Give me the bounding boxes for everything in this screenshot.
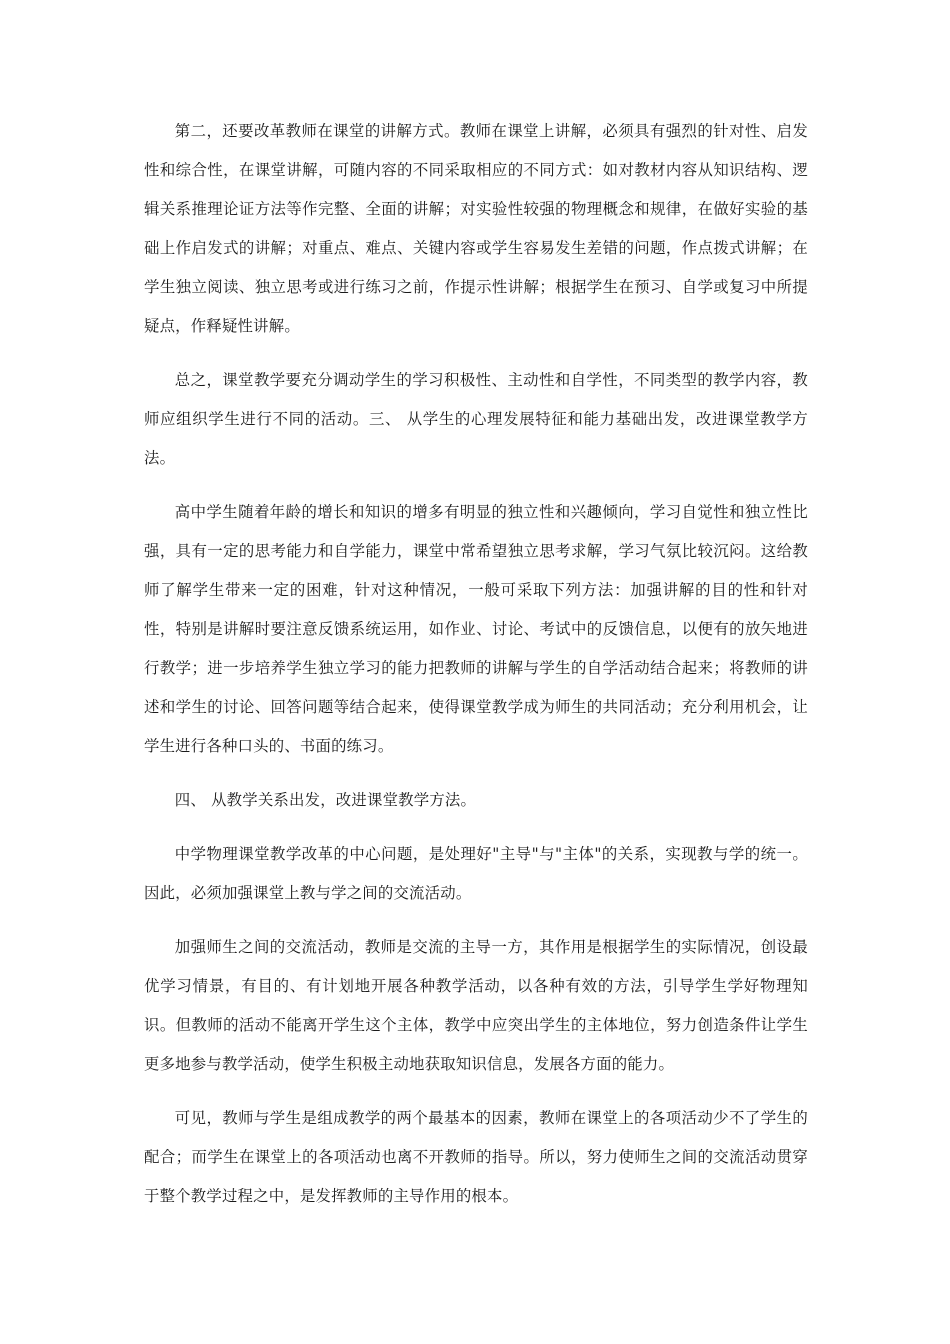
paragraph-conclusion: 可见，教师与学生是组成教学的两个最基本的因素，教师在课堂上的各项活动少不了学生的配合；而学生在课堂上的各项活动也离不开教师的指导。所以，努力使师生之间的交流活动贯穿于整个教学过程之中，是发挥教师的主导作用的根本。 bbox=[144, 1109, 808, 1205]
document-page bbox=[144, 112, 808, 1231]
section-heading-four: 四、 从教学关系出发，改进课堂教学方法。 bbox=[174, 791, 477, 809]
paragraph-summary: 总之，课堂教学要充分调动学生的学习积极性、主动性和自学性，不同类型的教学内容，教师应组织学生进行不同的活动。三、 从学生的心理发展特征和能力基础出发，改进课堂教学方法。 bbox=[144, 371, 808, 467]
paragraph-high-school-students: 高中学生随着年龄的增长和知识的增多有明显的独立性和兴趣倾向，学习自觉性和独立性比强，具有一定的思考能力和自学能力，课堂中常希望独立思考求解，学习气氛比较沉闷。这给教师了解学生带来一定的困难，针对这种情况，一般可采取下列方法：加强讲解的目的性和针对性，特别是讲解时要注意反馈系统运用，如作业、讨论、考试中的反馈信息，以便有的放矢地进行教学；进一步培养学生独立学习的能力把教师的讲解与学生的自学活动结合起来；将教师的讲述和学生的讨论、回答问题等结合起来，使得课堂教学成为师生的共同活动；充分利用机会，让学生进行各种口头的、书面的练习。 bbox=[144, 503, 808, 755]
paragraph-central-issue: 中学物理课堂教学改革的中心问题，是处理好"主导"与"主体"的关系，实现教与学的统一。因此，必须加强课堂上教与学之间的交流活动。 bbox=[144, 845, 808, 902]
paragraph-teacher-student-exchange: 加强师生之间的交流活动，教师是交流的主导一方，其作用是根据学生的实际情况，创设最优学习情景，有目的、有计划地开展各种教学活动，以各种有效的方法，引导学生学好物理知识。但教师的活动不能离开学生这个主体，教学中应突出学生的主体地位，努力创造条件让学生更多地参与教学活动，使学生积极主动地获取知识信息，发展各方面的能力。 bbox=[144, 938, 808, 1073]
paragraph-lecture-methods: 第二，还要改革教师在课堂的讲解方式。教师在课堂上讲解，必须具有强烈的针对性、启发性和综合性，在课堂讲解，可随内容的不同采取相应的不同方式：如对教材内容从知识结构、逻辑关系推理论证方法等作完整、全面的讲解；对实验性较强的物理概念和规律，在做好实验的基础上作启发式的讲解；对重点、难点、关键内容或学生容易发生差错的问题，作点拨式讲解；在学生独立阅读、独立思考或进行练习之前，作提示性讲解；根据学生在预习、自学或复习中所提疑点，作释疑性讲解。 bbox=[144, 122, 808, 335]
